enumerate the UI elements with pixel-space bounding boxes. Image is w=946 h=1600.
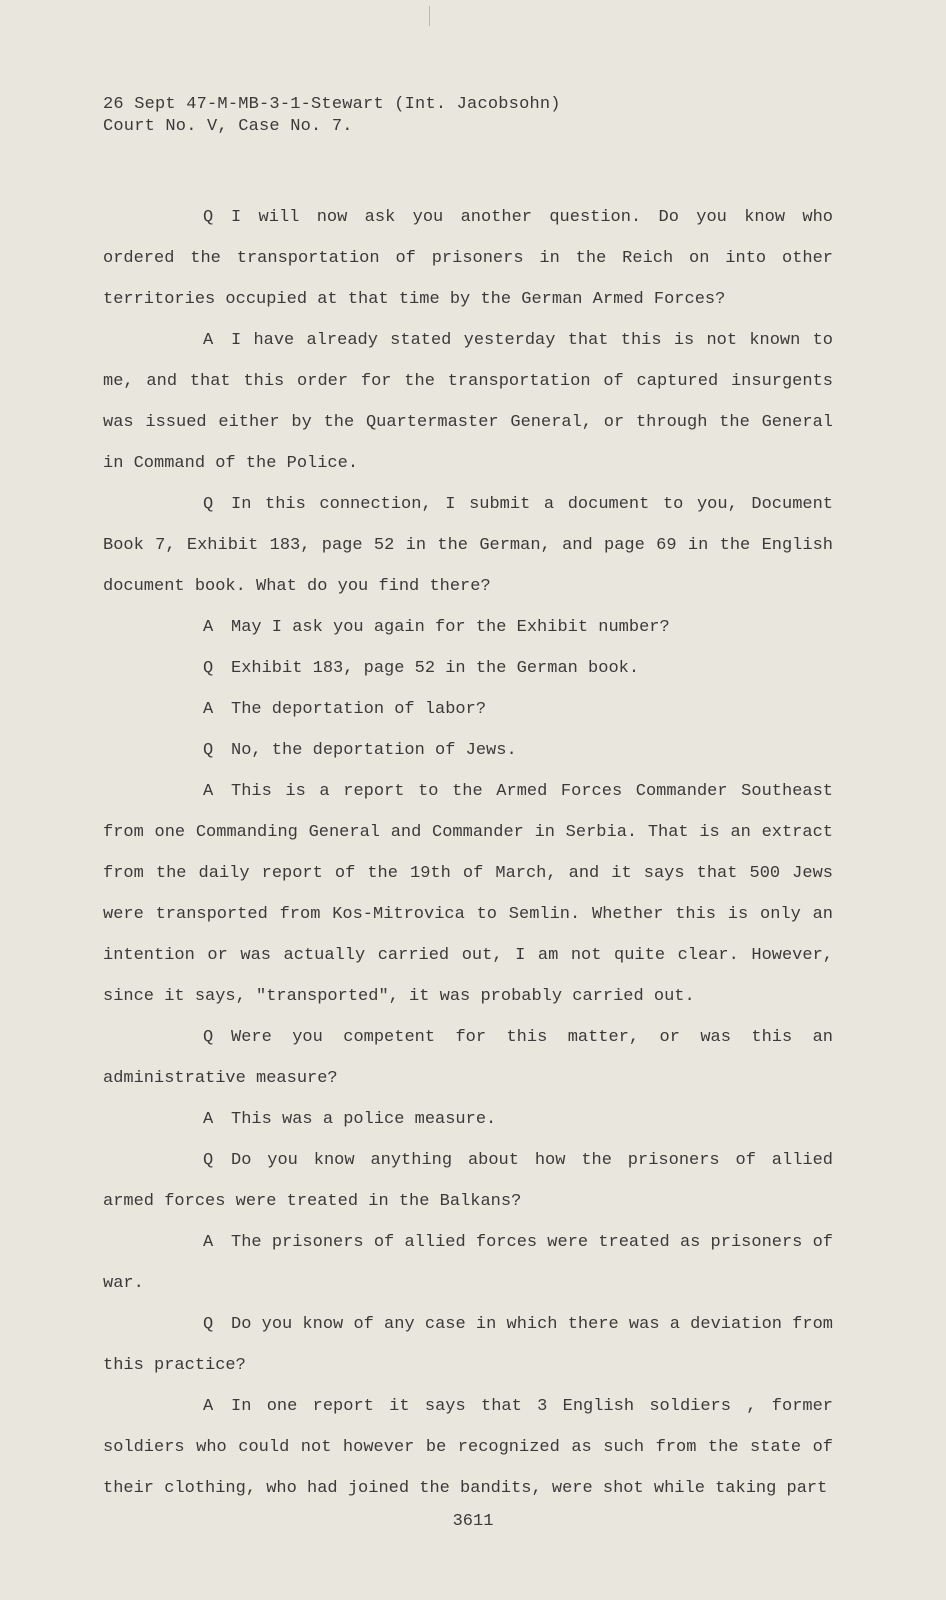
speaker-marker: A xyxy=(203,331,214,350)
speaker-marker: Q xyxy=(203,659,214,678)
transcript-paragraph xyxy=(103,320,833,484)
speaker-marker: Q xyxy=(203,741,214,760)
speaker-marker: A xyxy=(203,1397,214,1416)
speaker-marker: A xyxy=(203,1110,214,1129)
header-reference-line: 26 Sept 47-M-MB-3-1-Stewart (Int. Jacobsohn) xyxy=(103,95,561,114)
transcript-paragraph xyxy=(103,1386,833,1509)
paragraph-text: I will now ask you another question. Do you know who ordered the transportation of prisoners in the Reich on into other territories occupied at that time by the German Armed Forces? xyxy=(103,208,833,309)
paragraph-text: The prisoners of allied forces were treated as prisoners of war. xyxy=(103,1233,833,1293)
transcript-paragraph xyxy=(103,1222,833,1304)
transcript-paragraph xyxy=(103,1099,833,1140)
speaker-marker: Q xyxy=(203,1151,214,1170)
transcript-body xyxy=(103,197,833,1509)
speaker-marker: Q xyxy=(203,208,214,227)
paragraph-text: No, the deportation of Jews. xyxy=(231,741,517,760)
paragraph-text: May I ask you again for the Exhibit number? xyxy=(231,618,670,637)
speaker-marker: Q xyxy=(203,1315,214,1334)
transcript-paragraph xyxy=(103,484,833,607)
paragraph-text: Do you know of any case in which there was a deviation from this practice? xyxy=(103,1315,833,1375)
speaker-marker: A xyxy=(203,618,214,637)
transcript-paragraph xyxy=(103,689,833,730)
paragraph-text: In this connection, I submit a document to you, Document Book 7, Exhibit 183, page 52 in the German, and page 69 in the English document book. What do you find there? xyxy=(103,495,833,596)
transcript-paragraph xyxy=(103,771,833,1017)
header-court-line: Court No. V, Case No. 7. xyxy=(103,117,353,136)
speaker-marker: Q xyxy=(203,1028,214,1047)
paper-mark xyxy=(429,6,430,26)
paragraph-text: Do you know anything about how the prisoners of allied armed forces were treated in the Balkans? xyxy=(103,1151,833,1211)
document-header xyxy=(103,94,561,138)
paragraph-text: In one report it says that 3 English soldiers , former soldiers who could not however be recognized as such from the state of their clothing, who had joined the bandits, were shot while taking part xyxy=(103,1397,833,1498)
speaker-marker: A xyxy=(203,782,214,801)
paragraph-text: Exhibit 183, page 52 in the German book. xyxy=(231,659,640,678)
transcript-paragraph xyxy=(103,197,833,320)
speaker-marker: A xyxy=(203,700,214,719)
paragraph-text: Were you competent for this matter, or was this an administrative measure? xyxy=(103,1028,833,1088)
transcript-paragraph xyxy=(103,648,833,689)
transcript-paragraph xyxy=(103,1017,833,1099)
transcript-paragraph xyxy=(103,1304,833,1386)
speaker-marker: Q xyxy=(203,495,214,514)
page-number: 3611 xyxy=(452,1512,494,1531)
transcript-paragraph xyxy=(103,1140,833,1222)
speaker-marker: A xyxy=(203,1233,214,1252)
transcript-paragraph xyxy=(103,607,833,648)
transcript-paragraph xyxy=(103,730,833,771)
paragraph-text: I have already stated yesterday that this is not known to me, and that this order for the transportation of captured insurgents was issued either by the Quartermaster General, or through the General in Command of the Police. xyxy=(103,331,833,473)
paragraph-text: The deportation of labor? xyxy=(231,700,487,719)
paragraph-text: This is a report to the Armed Forces Commander Southeast from one Commanding General and Commander in Serbia. That is an extract from the daily report of the 19th of March, and it says that 500 Jews were transported from Kos-Mitrovica to Semlin. Whether this is only an intention or was actually carried out, I am not quite clear. However, since it says, "transported", it was probably carried out. xyxy=(103,782,833,1006)
paragraph-text: This was a police measure. xyxy=(231,1110,497,1129)
